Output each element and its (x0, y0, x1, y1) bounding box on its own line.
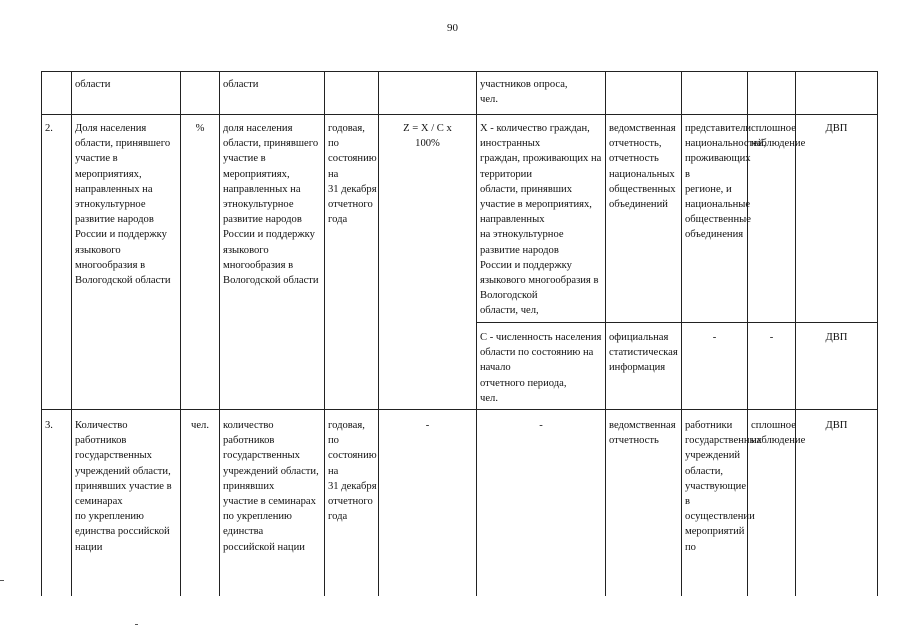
responsible-dept: ДВП (825, 123, 848, 134)
data-source: официальная статистическая информация (609, 332, 678, 374)
indicator-definition: доля населения области, принявшего участие в мероприятиях, направленных на этнокультурное развитие народов России и поддержку языкового многообразия в Вологодской области (223, 123, 319, 287)
row-cont-name: области (75, 79, 111, 90)
data-source: ведомственная отчетность (609, 420, 676, 447)
observation-object: представители национальностей, проживающих в регионе, и национальные общественные объединения (685, 123, 767, 241)
table-border (41, 71, 42, 596)
calculation-formula: Z = X / C x 100% (403, 123, 452, 150)
row-number: 3. (45, 420, 53, 431)
indicator-definition: количество работников государственных учреждений области, принявших участие в семинарах по укреплению единства российской нации (223, 420, 319, 553)
basic-indicator: Х - количество граждан, иностранных граждан, проживающих на территории области, принявших участие в мероприятиях, направленных на этнокультурное развитие народов России и поддержку языкового многообразия в Вологодской области, чел, (480, 123, 602, 317)
responsible-dept: ДВП (825, 420, 848, 431)
scan-mark (135, 624, 138, 625)
basic-indicator: С - численность населения области по состоянию на начало отчетного периода, чел. (480, 332, 602, 404)
page-number: 90 (447, 22, 458, 34)
calculation-formula: - (425, 420, 430, 431)
basic-indicator: - (539, 420, 543, 431)
indicator-name: Количество работников государственных учреждений области, принявших участие в семинарах по укреплению единства российской нации (75, 420, 172, 553)
row-cont-definition: области (223, 79, 259, 90)
observation-method: - (769, 332, 774, 343)
observation-method: сплошное наблюдение (751, 420, 806, 447)
responsible-dept: ДВП (825, 332, 848, 343)
table-border (41, 71, 878, 72)
periodicity: годовая, по состоянию на 31 декабря отчетного года (328, 123, 377, 226)
observation-object: - (712, 332, 717, 343)
unit-of-measure: чел. (191, 420, 209, 431)
table-divider (41, 409, 878, 410)
table-border (877, 71, 878, 596)
observation-method: сплошное наблюдение (751, 123, 806, 150)
observation-object: работники государственных учреждений области, участвующие в осуществлении мероприятий по (685, 420, 762, 553)
scan-mark (0, 580, 4, 581)
table-divider (476, 322, 878, 323)
periodicity: годовая, по состоянию на 31 декабря отчетного года (328, 420, 377, 523)
indicator-name: Доля населения области, принявшего участие в мероприятиях, направленных на этнокультурное развитие народов России и поддержку языкового многообразия в Вологодской области (75, 123, 171, 287)
table-divider (180, 71, 181, 596)
unit-of-measure: % (195, 123, 205, 134)
table-divider (41, 114, 878, 115)
row-cont-indicator: участников опроса, чел. (480, 79, 568, 106)
data-source: ведомственная отчетность, отчетность национальных общественных объединений (609, 123, 676, 211)
row-number: 2. (45, 123, 53, 134)
